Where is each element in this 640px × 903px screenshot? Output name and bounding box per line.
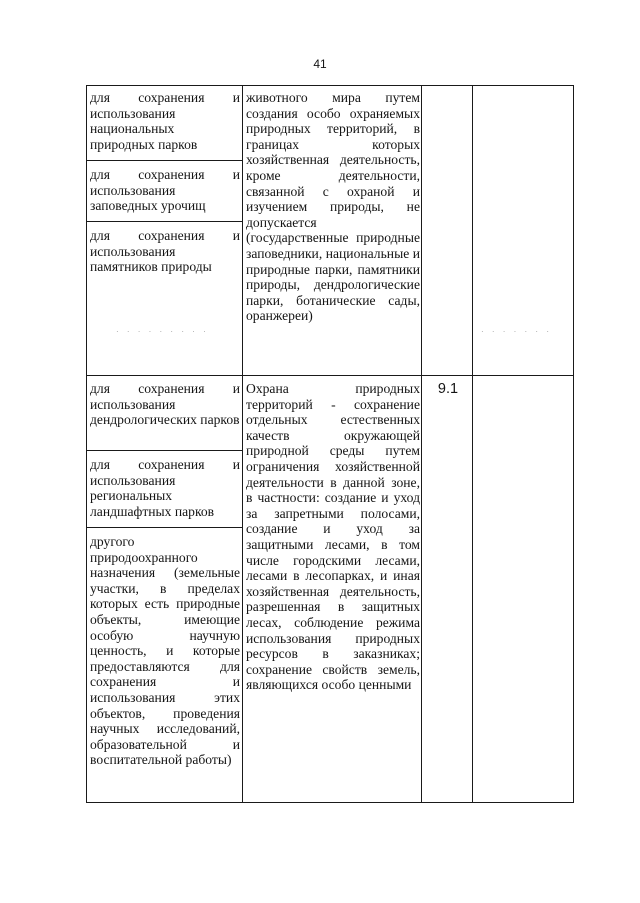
page-number: 41 [313,57,327,71]
table-border-top [86,85,574,86]
cell-divider [86,160,243,161]
cell-divider [86,527,243,528]
code-cell: 9.1 [437,381,459,397]
table-border-bottom [86,802,574,803]
column-divider [472,85,473,803]
scan-artifact: · · · · · · · [481,327,552,336]
cell-divider [86,221,243,222]
description-cell: животного мира путем создания особо охраняемых природных территорий, в границах которых хозяйственная деятельность, кроме деятельности, связанной с охраной и изучением природы, не допускается (государственные природные заповедники, национальные и природные парки, памятники природы, дендрологические парки, ботанические сады, оранжереи) [246,90,420,324]
row-divider [86,375,574,376]
cell-divider [86,450,243,451]
purpose-cell: для сохранения и использования заповедных урочищ [90,167,240,214]
scan-artifact: · · · · · · · · · [116,327,209,336]
land-use-table [86,85,574,803]
table-border-right [573,85,574,803]
purpose-cell: для сохранения и использования дендрологических парков [90,381,240,428]
purpose-cell: для сохранения и использования национальных природных парков [90,90,240,152]
table-border-left [86,85,87,803]
purpose-cell: для сохранения и использования памятников природы [90,228,240,275]
description-cell: Охрана природных территорий - сохранение отдельных естественных качеств окружающей природной среды путем ограничения хозяйственной деятельности в данной зоне, в частности: создание и уход за запретными полосами, создание и уход за защитными лесами, в том числе городскими лесами, лесами в лесопарках, и иная хозяйственная деятельность, разрешенная в защитных лесах, соблюдение режима использования природных ресурсов в заказниках; сохранение свойств земель, являющихся особо ценными [246,381,420,693]
purpose-cell: для сохранения и использования региональных ландшафтных парков [90,457,240,519]
column-divider [242,85,243,803]
purpose-cell: другого природоохранного назначения (земельные участки, в пределах которых есть природные объекты, имеющие особую научную ценность, и которые предоставляются для сохранения и использования этих объектов, проведения научных исследований, образовательной и воспитательной работы) [90,534,240,768]
column-divider [421,85,422,803]
